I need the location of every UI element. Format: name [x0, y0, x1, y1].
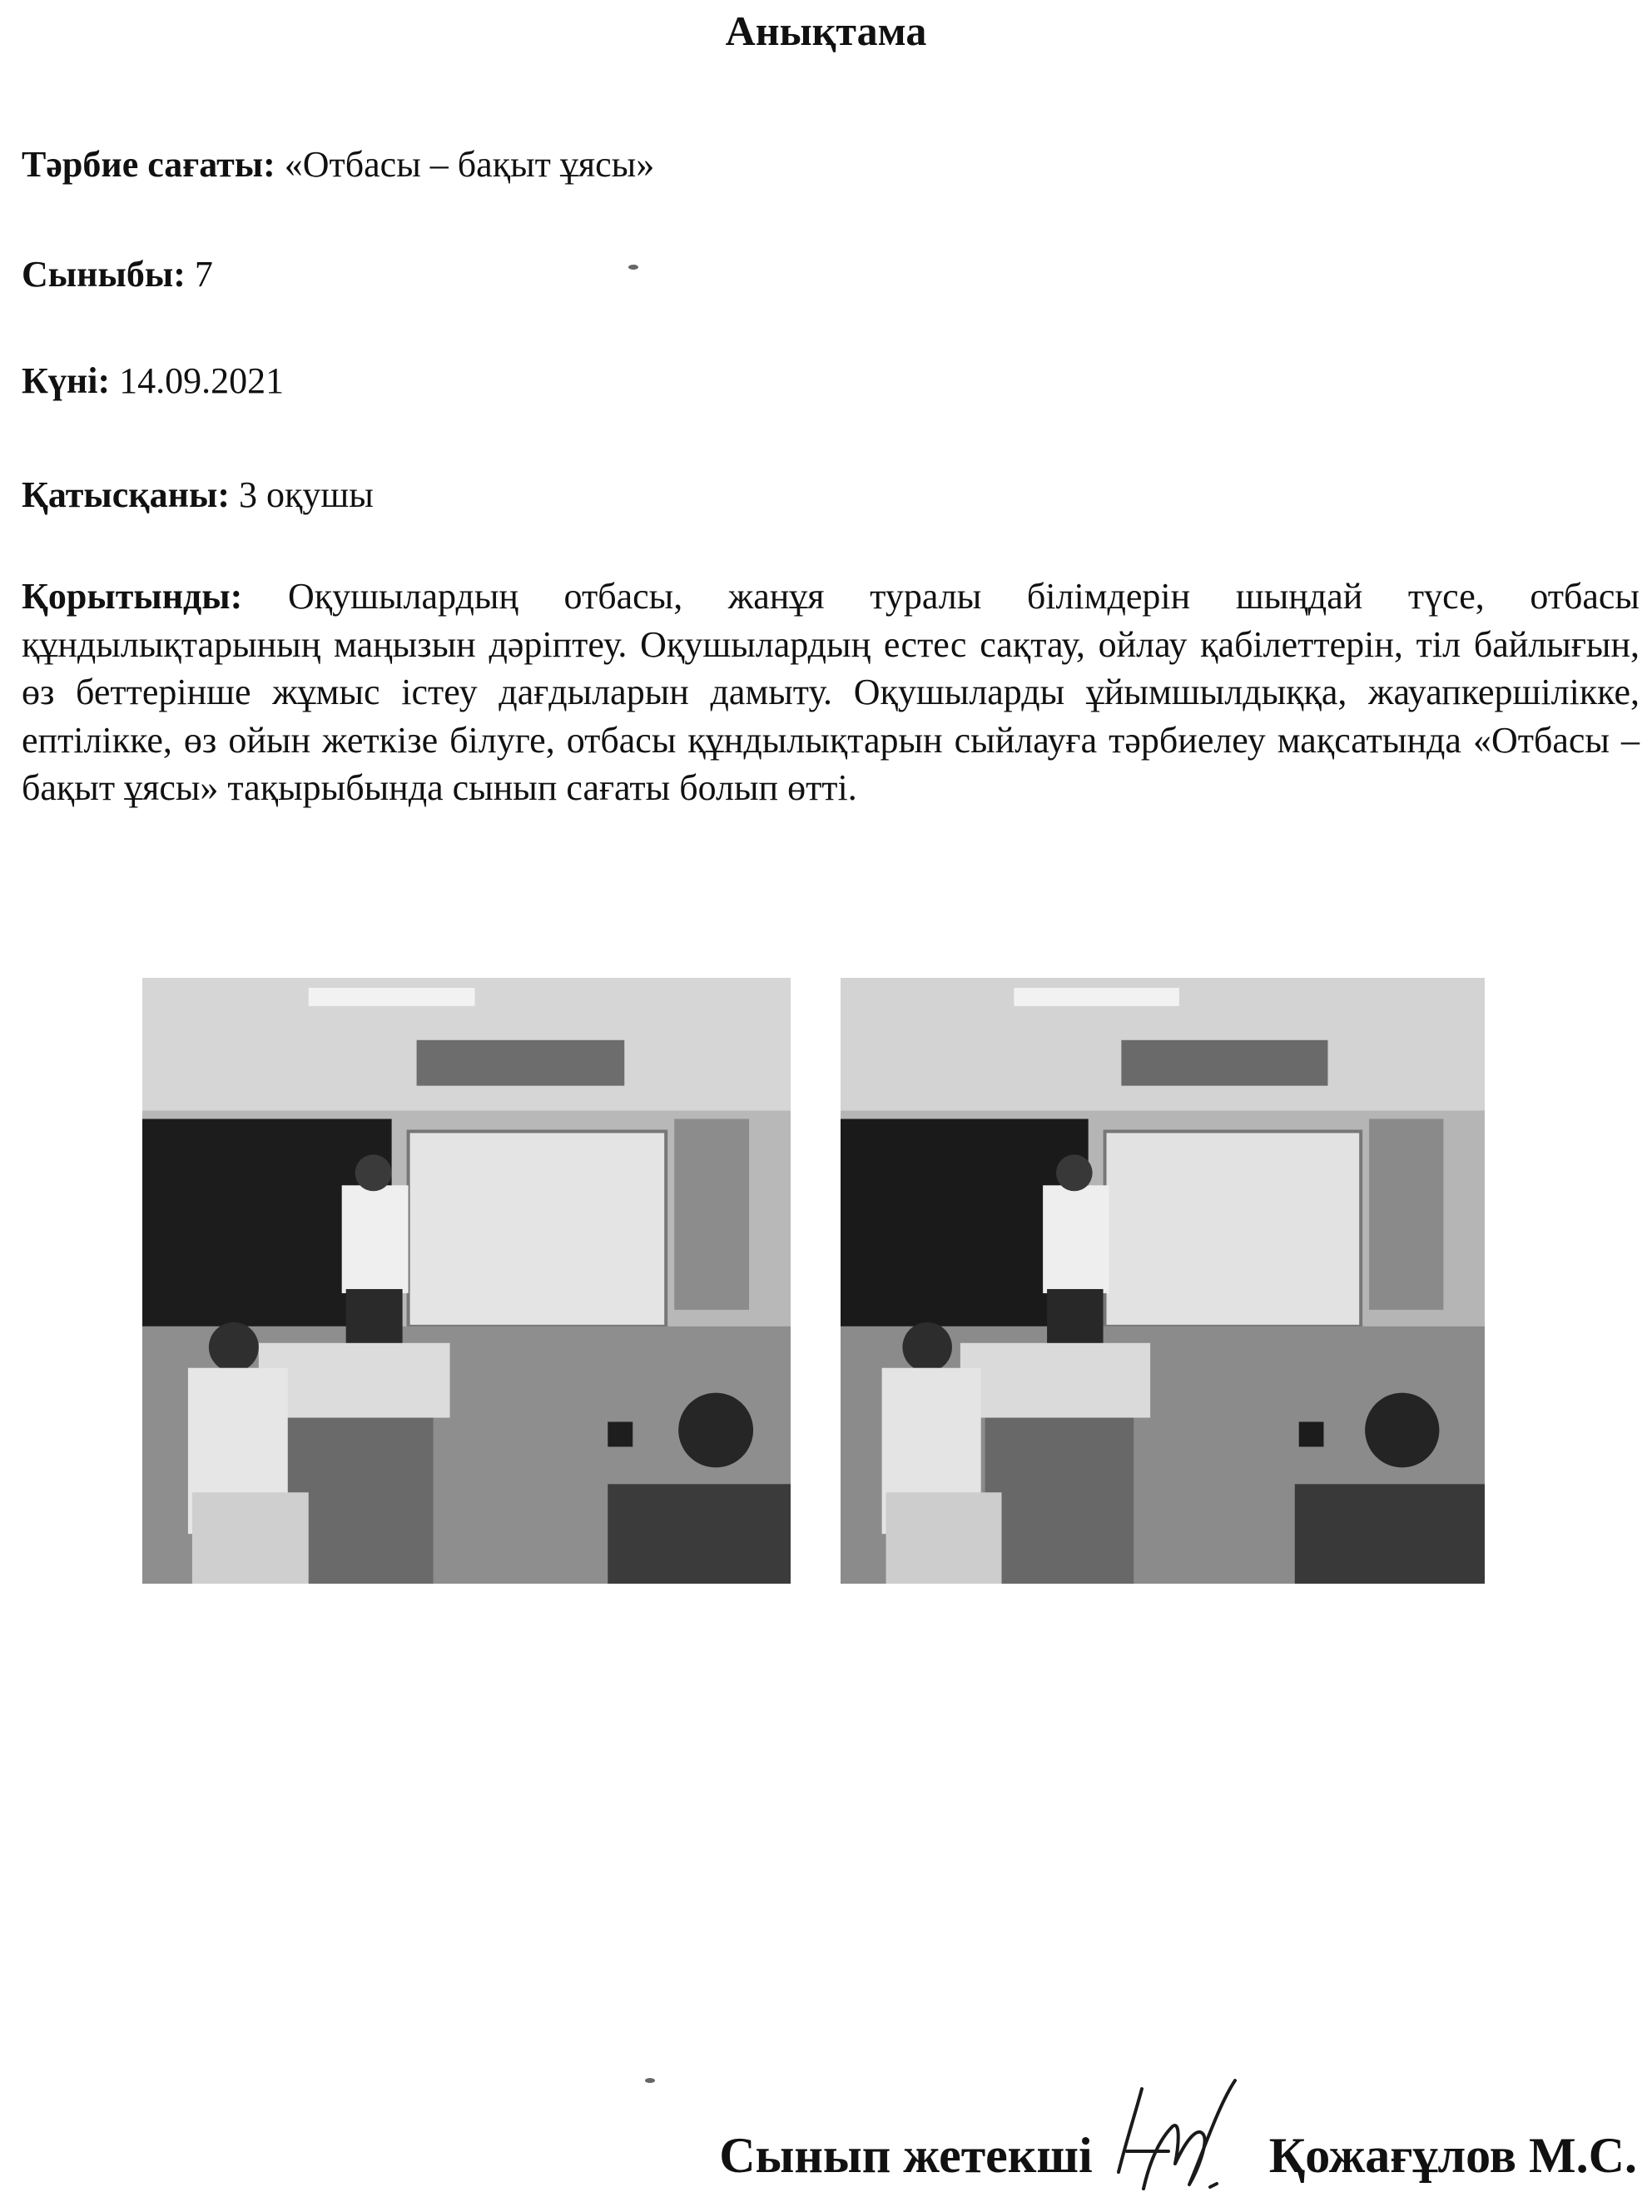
class-value: 7	[194, 254, 213, 295]
classroom-photo-2	[841, 978, 1485, 1584]
date-field	[22, 356, 284, 406]
signature-line	[719, 2114, 1637, 2197]
conclusion-label: Қорытынды:	[22, 576, 243, 617]
classroom-photo-icon	[142, 978, 791, 1584]
class-field	[22, 250, 213, 300]
attended-field	[22, 470, 374, 520]
class-label: Сыныбы:	[22, 254, 186, 295]
classroom-photo-1	[142, 978, 791, 1584]
page-title: Анықтама	[725, 7, 927, 54]
conclusion-paragraph	[22, 573, 1640, 812]
handwritten-signature-icon	[1110, 2072, 1252, 2197]
date-value: 14.09.2021	[119, 360, 285, 401]
signature-role: Сынып жетекші	[719, 2128, 1093, 2183]
attended-value: 3 оқушы	[238, 474, 374, 515]
classroom-photo-icon	[841, 978, 1485, 1584]
conclusion-text: Оқушылардың отбасы, жанұя туралы білімдерін шыңдай түсе, отбасы құндылықтарының маңызын дәріптеу. Оқушылардың естес сақтау, ойлау қабілеттерін, тіл байлығын, өз беттерінше жұмыс істеу дағдыларын дамыту. Оқушыларды ұйымшылдыққа, жауапкершілікке, ептілікке, өз ойын жеткізе білуге, отбасы құндылықтарын сыйлауға тәрбиелеу мақсатында «Отбасы – бақыт ұясы» тақырыбында сынып сағаты болып өтті.	[22, 576, 1640, 808]
scan-speck	[628, 265, 638, 270]
event-field	[22, 140, 654, 190]
date-label: Күні:	[22, 360, 111, 401]
scan-speck	[645, 2078, 655, 2083]
event-value: «Отбасы – бақыт ұясы»	[284, 144, 655, 185]
attended-label: Қатысқаны:	[22, 474, 230, 515]
event-label: Тәрбие сағаты:	[22, 144, 275, 185]
signature-name: Қожағұлов М.С.	[1268, 2128, 1637, 2183]
